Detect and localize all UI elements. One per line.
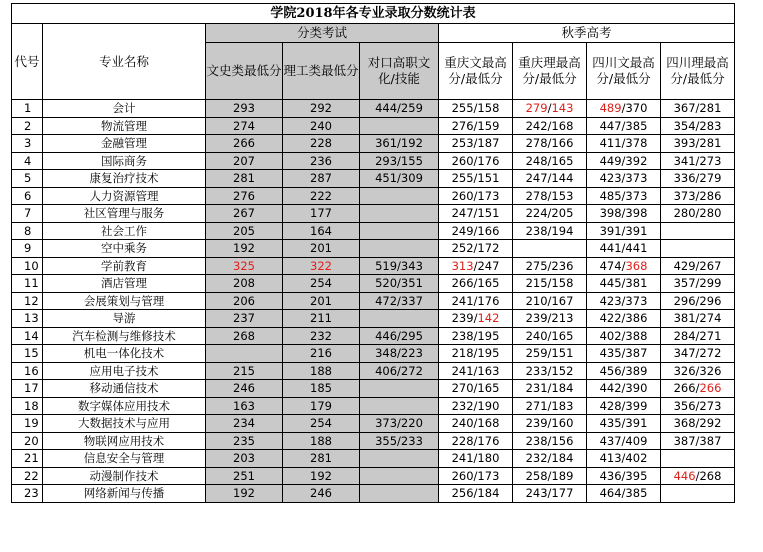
cell-major: 金融管理 <box>43 135 206 153</box>
cell-vocational <box>360 380 439 398</box>
cell-sc-arts: 489/370 <box>587 100 661 118</box>
cell-major: 物流管理 <box>43 117 206 135</box>
cell-code: 22 <box>12 467 43 485</box>
cell-arts-min: 268 <box>206 327 283 345</box>
cell-cq-arts: 232/190 <box>439 397 513 415</box>
cell-major: 空中乘务 <box>43 240 206 258</box>
cell-sc-arts: 442/390 <box>587 380 661 398</box>
header-sc-sci: 四川理最高分/最低分 <box>661 43 735 100</box>
cell-vocational <box>360 222 439 240</box>
cell-cq-sci: 232/184 <box>513 450 587 468</box>
cell-sc-sci: 326/326 <box>661 362 735 380</box>
table-row <box>12 450 735 468</box>
cell-cq-arts: 260/176 <box>439 152 513 170</box>
cell-sc-sci: 373/286 <box>661 187 735 205</box>
cell-cq-sci: 239/160 <box>513 415 587 433</box>
cell-cq-arts: 256/184 <box>439 485 513 503</box>
cell-cq-arts: 276/159 <box>439 117 513 135</box>
cell-code: 6 <box>12 187 43 205</box>
cell-sci-min: 164 <box>283 222 360 240</box>
group-autumn-exam: 秋季高考 <box>439 24 735 43</box>
cell-major: 移动通信技术 <box>43 380 206 398</box>
cell-sc-arts: 437/409 <box>587 432 661 450</box>
cell-sci-min: 211 <box>283 310 360 328</box>
cell-sc-sci: 347/272 <box>661 345 735 363</box>
cell-arts-min: 203 <box>206 450 283 468</box>
cell-sci-min: 228 <box>283 135 360 153</box>
cell-sc-arts: 428/399 <box>587 397 661 415</box>
cell-major: 会计 <box>43 100 206 118</box>
cell-arts-min: 205 <box>206 222 283 240</box>
header-arts-min: 文史类最低分 <box>206 43 283 100</box>
table-row <box>12 135 735 153</box>
cell-sci-min: 287 <box>283 170 360 188</box>
cell-major: 物联网应用技术 <box>43 432 206 450</box>
table-row <box>12 310 735 328</box>
cell-major: 康复治疗技术 <box>43 170 206 188</box>
cell-sc-arts: 436/395 <box>587 467 661 485</box>
cell-code: 8 <box>12 222 43 240</box>
cell-arts-min: 281 <box>206 170 283 188</box>
cell-major: 人力资源管理 <box>43 187 206 205</box>
cell-sc-sci: 280/280 <box>661 205 735 223</box>
cell-arts-min: 208 <box>206 275 283 293</box>
cell-major: 网络新闻与传播 <box>43 485 206 503</box>
cell-code: 9 <box>12 240 43 258</box>
cell-cq-arts: 255/151 <box>439 170 513 188</box>
cell-cq-arts: 252/172 <box>439 240 513 258</box>
cell-arts-min <box>206 345 283 363</box>
cell-sci-min: 188 <box>283 362 360 380</box>
cell-sc-sci: 393/281 <box>661 135 735 153</box>
cell-cq-arts: 239/142 <box>439 310 513 328</box>
cell-vocational: 293/155 <box>360 152 439 170</box>
cell-sc-sci: 387/387 <box>661 432 735 450</box>
cell-major: 大数据技术与应用 <box>43 415 206 433</box>
cell-code: 11 <box>12 275 43 293</box>
cell-major: 国际商务 <box>43 152 206 170</box>
cell-cq-sci: 278/166 <box>513 135 587 153</box>
cell-sci-min: 236 <box>283 152 360 170</box>
cell-cq-sci: 231/184 <box>513 380 587 398</box>
cell-cq-arts: 241/163 <box>439 362 513 380</box>
cell-sc-arts: 402/388 <box>587 327 661 345</box>
cell-cq-sci: 233/152 <box>513 362 587 380</box>
cell-code: 12 <box>12 292 43 310</box>
cell-code: 2 <box>12 117 43 135</box>
cell-cq-sci: 259/151 <box>513 345 587 363</box>
cell-arts-min: 251 <box>206 467 283 485</box>
cell-major: 学前教育 <box>43 257 206 275</box>
cell-arts-min: 276 <box>206 187 283 205</box>
cell-cq-sci: 247/144 <box>513 170 587 188</box>
table-title: 学院2018年各专业录取分数统计表 <box>12 4 735 24</box>
cell-cq-arts: 266/165 <box>439 275 513 293</box>
cell-sci-min: 281 <box>283 450 360 468</box>
cell-sc-sci: 356/273 <box>661 397 735 415</box>
cell-code: 19 <box>12 415 43 433</box>
cell-cq-arts: 241/176 <box>439 292 513 310</box>
cell-sc-arts: 441/441 <box>587 240 661 258</box>
cell-sc-sci: 446/268 <box>661 467 735 485</box>
table-row <box>12 397 735 415</box>
cell-arts-min: 266 <box>206 135 283 153</box>
cell-sc-arts: 464/385 <box>587 485 661 503</box>
cell-code: 17 <box>12 380 43 398</box>
cell-sc-sci: 381/274 <box>661 310 735 328</box>
cell-major: 会展策划与管理 <box>43 292 206 310</box>
cell-cq-sci: 239/213 <box>513 310 587 328</box>
cell-sc-arts: 391/391 <box>587 222 661 240</box>
cell-major: 信息安全与管理 <box>43 450 206 468</box>
cell-arts-min: 163 <box>206 397 283 415</box>
cell-code: 21 <box>12 450 43 468</box>
cell-sci-min: 216 <box>283 345 360 363</box>
header-vocational: 对口高职文化/技能 <box>360 43 439 100</box>
table-row <box>12 187 735 205</box>
header-cq-arts: 重庆文最高分/最低分 <box>439 43 513 100</box>
cell-vocational: 361/192 <box>360 135 439 153</box>
header-sc-arts: 四川文最高分/最低分 <box>587 43 661 100</box>
cell-sci-min: 240 <box>283 117 360 135</box>
cell-sci-min: 185 <box>283 380 360 398</box>
header-cq-sci: 重庆理最高分/最低分 <box>513 43 587 100</box>
cell-cq-sci: 238/156 <box>513 432 587 450</box>
cell-cq-sci: 224/205 <box>513 205 587 223</box>
cell-sci-min: 201 <box>283 240 360 258</box>
cell-cq-arts: 260/173 <box>439 187 513 205</box>
table-row <box>12 152 735 170</box>
table-row <box>12 240 735 258</box>
cell-vocational <box>360 467 439 485</box>
cell-sc-arts: 445/381 <box>587 275 661 293</box>
cell-sc-arts: 474/368 <box>587 257 661 275</box>
table-row <box>12 117 735 135</box>
cell-sc-arts: 398/398 <box>587 205 661 223</box>
cell-sc-arts: 423/373 <box>587 170 661 188</box>
cell-cq-sci: 243/177 <box>513 485 587 503</box>
cell-vocational <box>360 450 439 468</box>
cell-vocational <box>360 117 439 135</box>
cell-cq-sci: 238/194 <box>513 222 587 240</box>
cell-sc-sci: 266/266 <box>661 380 735 398</box>
cell-vocational <box>360 205 439 223</box>
cell-vocational: 472/337 <box>360 292 439 310</box>
cell-major: 社区管理与服务 <box>43 205 206 223</box>
cell-major: 数字媒体应用技术 <box>43 397 206 415</box>
cell-cq-arts: 241/180 <box>439 450 513 468</box>
cell-cq-sci: 271/183 <box>513 397 587 415</box>
cell-sc-arts: 435/387 <box>587 345 661 363</box>
cell-vocational <box>360 485 439 503</box>
cell-arts-min: 234 <box>206 415 283 433</box>
cell-code: 3 <box>12 135 43 153</box>
cell-vocational: 446/295 <box>360 327 439 345</box>
cell-sc-arts: 447/385 <box>587 117 661 135</box>
cell-sc-sci: 284/271 <box>661 327 735 345</box>
cell-sc-sci: 354/283 <box>661 117 735 135</box>
cell-arts-min: 246 <box>206 380 283 398</box>
cell-cq-arts: 238/195 <box>439 327 513 345</box>
cell-sc-arts: 423/373 <box>587 292 661 310</box>
cell-cq-sci: 258/189 <box>513 467 587 485</box>
cell-sc-arts: 449/392 <box>587 152 661 170</box>
cell-sci-min: 246 <box>283 485 360 503</box>
cell-sc-sci: 357/299 <box>661 275 735 293</box>
admission-score-table <box>11 3 735 503</box>
cell-vocational: 520/351 <box>360 275 439 293</box>
cell-vocational <box>360 240 439 258</box>
cell-cq-sci: 242/168 <box>513 117 587 135</box>
cell-code: 7 <box>12 205 43 223</box>
cell-arts-min: 206 <box>206 292 283 310</box>
cell-cq-arts: 313/247 <box>439 257 513 275</box>
header-major: 专业名称 <box>43 24 206 100</box>
cell-sc-arts: 413/402 <box>587 450 661 468</box>
table-row <box>12 170 735 188</box>
cell-sc-sci: 296/296 <box>661 292 735 310</box>
cell-major: 导游 <box>43 310 206 328</box>
cell-cq-sci: 278/153 <box>513 187 587 205</box>
cell-vocational: 406/272 <box>360 362 439 380</box>
cell-major: 社会工作 <box>43 222 206 240</box>
cell-sc-sci: 367/281 <box>661 100 735 118</box>
cell-cq-arts: 240/168 <box>439 415 513 433</box>
cell-arts-min: 325 <box>206 257 283 275</box>
cell-cq-sci: 248/165 <box>513 152 587 170</box>
cell-major: 应用电子技术 <box>43 362 206 380</box>
table-row <box>12 467 735 485</box>
cell-sci-min: 232 <box>283 327 360 345</box>
cell-code: 20 <box>12 432 43 450</box>
cell-major: 酒店管理 <box>43 275 206 293</box>
cell-arts-min: 192 <box>206 240 283 258</box>
table-row <box>12 205 735 223</box>
cell-sc-sci <box>661 485 735 503</box>
cell-sc-sci: 429/267 <box>661 257 735 275</box>
cell-sci-min: 322 <box>283 257 360 275</box>
cell-sc-sci: 368/292 <box>661 415 735 433</box>
cell-arts-min: 192 <box>206 485 283 503</box>
cell-cq-arts: 260/173 <box>439 467 513 485</box>
table-row <box>12 485 735 503</box>
table-row <box>12 222 735 240</box>
cell-cq-sci: 279/143 <box>513 100 587 118</box>
table-row <box>12 432 735 450</box>
cell-cq-sci: 215/158 <box>513 275 587 293</box>
cell-sci-min: 179 <box>283 397 360 415</box>
cell-code: 15 <box>12 345 43 363</box>
cell-code: 10 <box>12 257 43 275</box>
table-row <box>12 362 735 380</box>
cell-sci-min: 254 <box>283 415 360 433</box>
cell-cq-arts: 228/176 <box>439 432 513 450</box>
table-row <box>12 275 735 293</box>
group-category-exam: 分类考试 <box>206 24 439 43</box>
cell-arts-min: 215 <box>206 362 283 380</box>
cell-vocational: 348/223 <box>360 345 439 363</box>
cell-sci-min: 222 <box>283 187 360 205</box>
cell-sc-sci: 336/279 <box>661 170 735 188</box>
cell-cq-arts: 253/187 <box>439 135 513 153</box>
cell-vocational: 451/309 <box>360 170 439 188</box>
cell-cq-arts: 255/158 <box>439 100 513 118</box>
cell-code: 13 <box>12 310 43 328</box>
cell-sci-min: 177 <box>283 205 360 223</box>
cell-vocational: 373/220 <box>360 415 439 433</box>
table-row <box>12 292 735 310</box>
cell-arts-min: 235 <box>206 432 283 450</box>
cell-cq-sci: 275/236 <box>513 257 587 275</box>
cell-arts-min: 267 <box>206 205 283 223</box>
cell-sc-sci <box>661 450 735 468</box>
cell-arts-min: 293 <box>206 100 283 118</box>
cell-vocational <box>360 310 439 328</box>
cell-cq-sci: 210/167 <box>513 292 587 310</box>
cell-cq-sci: 240/165 <box>513 327 587 345</box>
cell-sci-min: 201 <box>283 292 360 310</box>
cell-vocational: 355/233 <box>360 432 439 450</box>
cell-sc-sci <box>661 222 735 240</box>
cell-cq-arts: 249/166 <box>439 222 513 240</box>
cell-code: 4 <box>12 152 43 170</box>
cell-code: 23 <box>12 485 43 503</box>
cell-sc-arts: 485/373 <box>587 187 661 205</box>
cell-sci-min: 254 <box>283 275 360 293</box>
cell-cq-arts: 218/195 <box>439 345 513 363</box>
cell-vocational: 519/343 <box>360 257 439 275</box>
cell-sc-arts: 456/389 <box>587 362 661 380</box>
cell-sc-sci: 341/273 <box>661 152 735 170</box>
table-row <box>12 257 735 275</box>
cell-major: 汽车检测与维修技术 <box>43 327 206 345</box>
cell-sci-min: 292 <box>283 100 360 118</box>
cell-sci-min: 192 <box>283 467 360 485</box>
cell-code: 1 <box>12 100 43 118</box>
cell-code: 5 <box>12 170 43 188</box>
cell-code: 16 <box>12 362 43 380</box>
cell-sc-arts: 435/391 <box>587 415 661 433</box>
table-row <box>12 345 735 363</box>
cell-major: 动漫制作技术 <box>43 467 206 485</box>
cell-code: 18 <box>12 397 43 415</box>
table-row <box>12 327 735 345</box>
table-row <box>12 100 735 118</box>
table-body <box>12 100 735 503</box>
cell-sci-min: 188 <box>283 432 360 450</box>
cell-vocational: 444/259 <box>360 100 439 118</box>
cell-sc-arts: 411/378 <box>587 135 661 153</box>
table-row <box>12 380 735 398</box>
cell-sc-arts: 422/386 <box>587 310 661 328</box>
header-sci-min: 理工类最低分 <box>283 43 360 100</box>
cell-code: 14 <box>12 327 43 345</box>
cell-arts-min: 207 <box>206 152 283 170</box>
cell-cq-arts: 270/165 <box>439 380 513 398</box>
cell-arts-min: 274 <box>206 117 283 135</box>
cell-cq-arts: 247/151 <box>439 205 513 223</box>
cell-arts-min: 237 <box>206 310 283 328</box>
cell-vocational <box>360 397 439 415</box>
cell-cq-sci <box>513 240 587 258</box>
table-row <box>12 415 735 433</box>
header-code: 代号 <box>12 24 43 100</box>
cell-vocational <box>360 187 439 205</box>
cell-major: 机电一体化技术 <box>43 345 206 363</box>
cell-sc-sci <box>661 240 735 258</box>
